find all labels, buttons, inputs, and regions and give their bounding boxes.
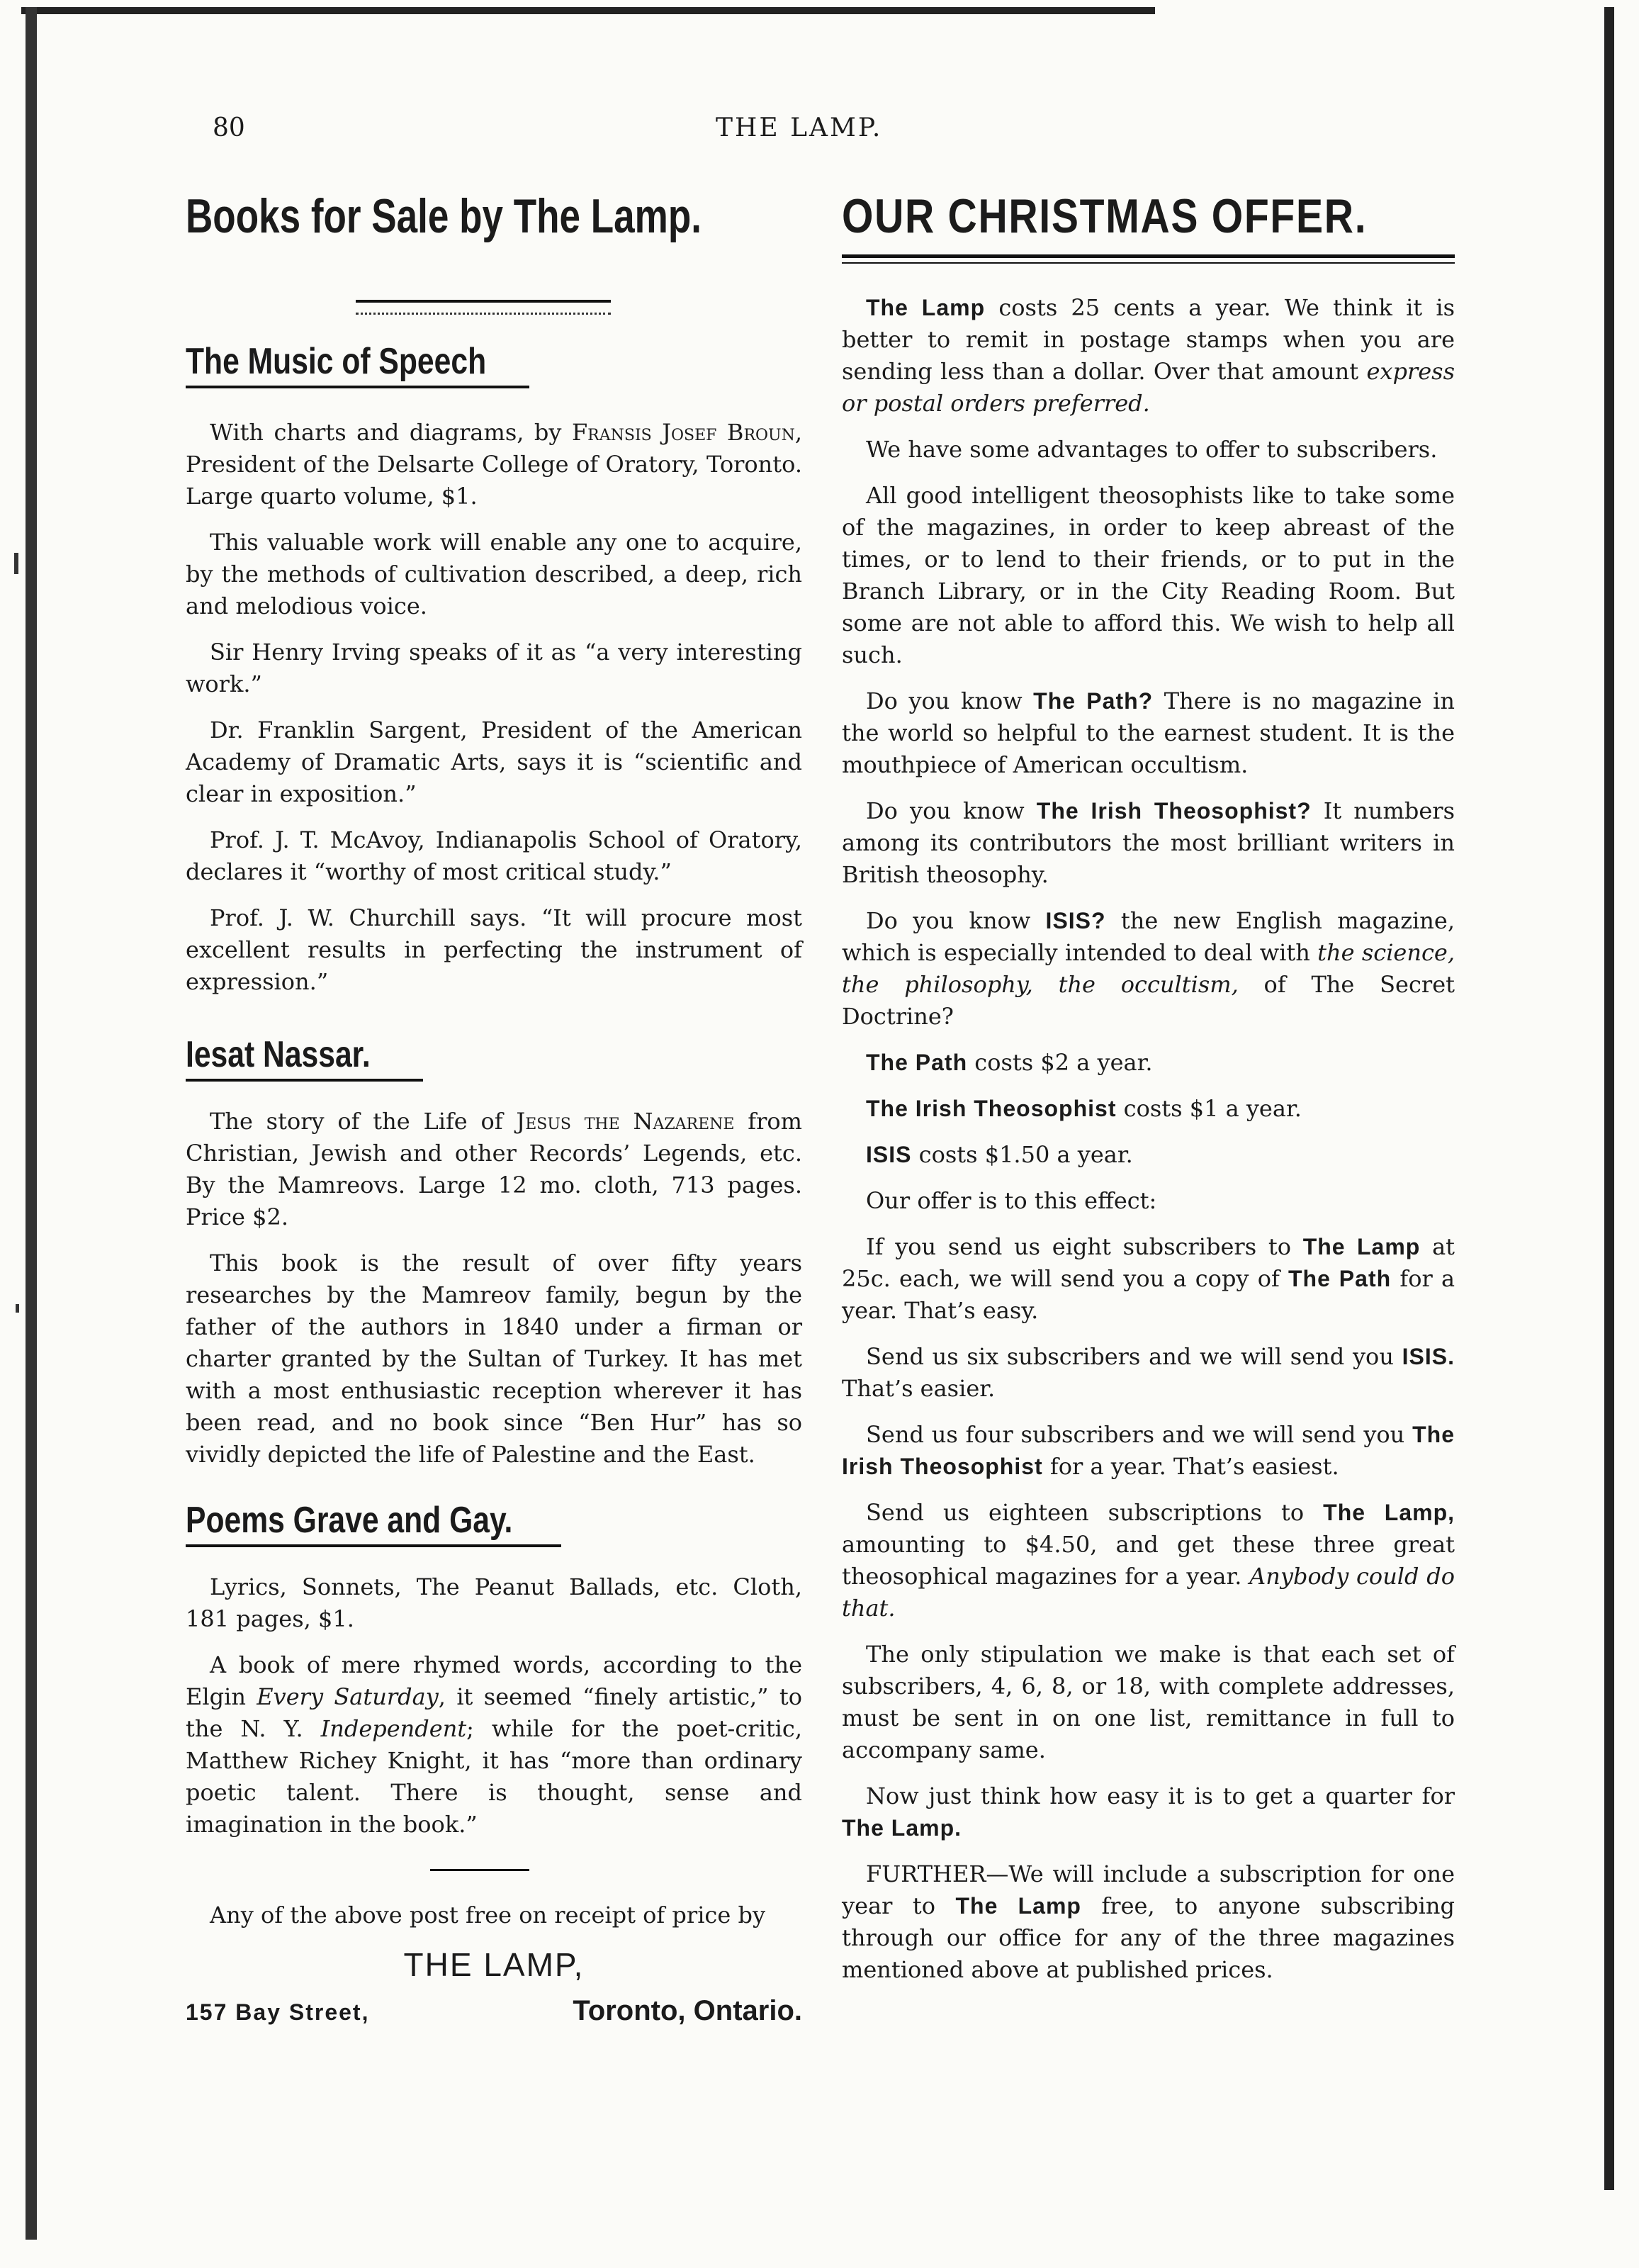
offer-p10: Send us four subscribers and we will send you The Irish Theosophist for a year. That’s easiest.	[842, 1421, 1455, 1480]
price-isis: ISIS costs $1.50 a year.	[866, 1141, 1133, 1168]
offer-body	[842, 292, 1455, 1986]
price-path: The Path costs $2 a year.	[866, 1049, 1153, 1076]
price-irish: The Irish Theosophist costs $1 a year.	[866, 1095, 1302, 1122]
running-title: THE LAMP.	[716, 113, 883, 142]
left-column	[186, 181, 802, 2038]
offer-p12: The only stipulation we make is that each set of subscribers, 4, 6, 8, or 18, with complete addresses, must be sent in on one list, remittance in full to accompany same.	[842, 1641, 1455, 1763]
page-number: 80	[213, 113, 245, 142]
iesat-p2: This book is the result of over fifty years researches by the Mamreov family, begun by the father of the authors in 1840 under a firman or charter granted by the Sultan of Turkey. It has met with a most enthusiastic reception wherever it has been read, and no book since “Ben Hur” has so vividly depicted the life of Palestine and the East.	[186, 1250, 802, 1468]
music-p3: Sir Henry Irving speaks of it as “a very interesting work.”	[186, 639, 802, 697]
heading-rule	[186, 386, 529, 388]
title-ornament	[356, 300, 611, 315]
offer-p5: Do you know The Irish Theosophist? It numbers among its contributors the most brilliant writers in British theosophy.	[842, 797, 1455, 888]
offer-title-rule	[842, 254, 1455, 264]
offer-p2: We have some advantages to offer to subscribers.	[866, 436, 1438, 463]
music-section	[186, 340, 802, 998]
scan-speck	[16, 1304, 19, 1313]
offer-p8: If you send us eight subscribers to The Lamp at 25c. each, we will send you a copy of The Path for a year. That’s easy.	[842, 1233, 1455, 1324]
music-p4: Dr. Franklin Sargent, President of the American Academy of Dramatic Arts, says it is “scientific and clear in exposition.”	[186, 717, 802, 807]
heading-rule	[186, 1544, 561, 1547]
publisher-street: 157 Bay Street,	[186, 1999, 370, 2025]
offer-p13: Now just think how easy it is to get a quarter for The Lamp.	[842, 1783, 1455, 1841]
offer-p1: The Lamp costs 25 cents a year. We think it is better to remit in postage stamps when you are sending less than a dollar. Over that amount express or postal orders preferred.	[842, 294, 1455, 417]
offer-p9: Send us six subscribers and we will send you ISIS. That’s easier.	[842, 1343, 1455, 1402]
poems-p2: A book of mere rhymed words, according to the Elgin Every Saturday, it seemed “finely artistic,” to the N. Y. Independent; while for the poet-critic, Matthew Richey Knight, it has “more than ordinary poetic talent. There is thought, sense and imagination in the book.”	[186, 1651, 803, 1838]
footer-notice: Any of the above post free on receipt of price by	[210, 1902, 766, 1929]
running-head	[191, 113, 1601, 156]
heading-rule	[186, 1079, 423, 1082]
publisher-address	[186, 1995, 802, 2038]
poems-heading: Poems Grave and Gay.	[186, 1500, 513, 1541]
offer-p6: Do you know ISIS? the new English magazine, which is especially intended to deal with the science, the philosophy, the occultism, of The Secret Doctrine?	[842, 907, 1455, 1030]
publisher-city: Toronto, Ontario.	[573, 1995, 802, 2026]
offer-p7: Our offer is to this effect:	[866, 1187, 1157, 1214]
music-p5: Prof. J. T. McAvoy, Indianapolis School of Oratory, declares it “worthy of most critical study.”	[186, 826, 802, 885]
scan-edge-top	[21, 7, 1155, 14]
books-title: Books for Sale by The Lamp.	[186, 189, 702, 243]
scan-speck	[14, 553, 18, 574]
right-column	[842, 181, 1455, 2000]
iesat-heading: Iesat Nassar.	[186, 1034, 371, 1075]
iesat-p1: The story of the Life of Jesus the Nazarene from Christian, Jewish and other Records’ Legends, etc. By the Mamreovs. Large 12 mo. cloth, 713 pages. Price $2.	[186, 1108, 803, 1230]
scan-edge-left	[26, 7, 37, 2240]
poems-p1: Lyrics, Sonnets, The Peanut Ballads, etc. Cloth, 181 pages, $1.	[186, 1573, 802, 1632]
scan-edge-right	[1604, 7, 1614, 2190]
publisher-footer	[186, 1899, 802, 2038]
offer-p14: FURTHER—We will include a subscription for one year to The Lamp free, to anyone subscribing through our office for any of the three magazines mentioned above at published prices.	[842, 1860, 1455, 1983]
divider-rule	[430, 1869, 529, 1871]
offer-p11: Send us eighteen subscriptions to The Lamp, amounting to $4.50, and get these three great theosophical magazines for a year. Anybody could do that.	[842, 1499, 1455, 1622]
music-heading: The Music of Speech	[186, 341, 487, 382]
offer-p3: All good intelligent theosophists like to take some of the magazines, in order to keep abreast of the times, or to lend to their friends, or to put in the Branch Library, or in the City Reading Room. But some are not able to afford this. We wish to help all such.	[842, 482, 1455, 668]
music-p1: With charts and diagrams, by Fransis Josef Broun, President of the Delsarte College of Oratory, Toronto. Large quarto volume, $1.	[186, 419, 803, 510]
iesat-section	[186, 1033, 802, 1471]
poems-section	[186, 1499, 802, 1841]
offer-title: OUR CHRISTMAS OFFER.	[842, 189, 1368, 243]
music-p2: This valuable work will enable any one to acquire, by the methods of cultivation described, a deep, rich and melodious voice.	[186, 529, 802, 619]
publisher-name: THE LAMP,	[403, 1946, 585, 1983]
offer-p4: Do you know The Path? There is no magazine in the world so helpful to the earnest student. It is the mouthpiece of American occultism.	[842, 687, 1455, 778]
music-p6: Prof. J. W. Churchill says. “It will procure most excellent results in perfecting the instrument of expression.”	[186, 904, 802, 995]
